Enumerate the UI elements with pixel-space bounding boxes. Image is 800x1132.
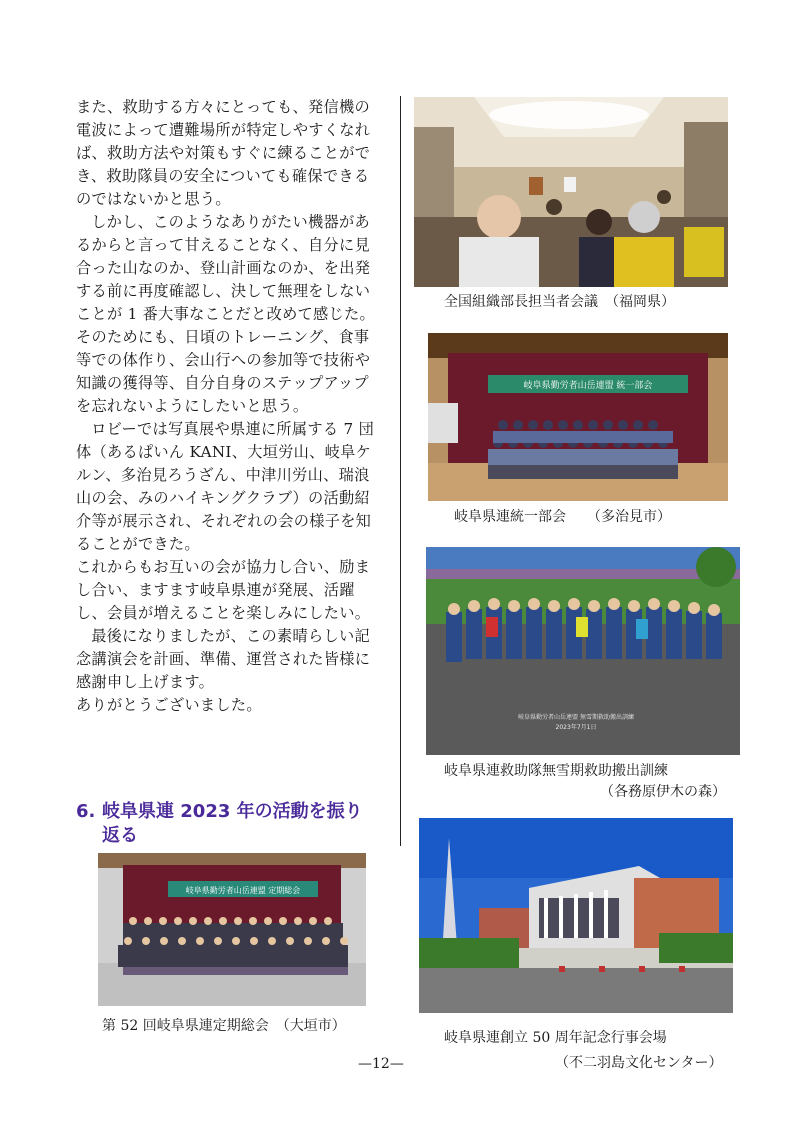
building-caption-line2: （不二羽島文化センター） [555, 1055, 723, 1071]
rescue-date-text: 2023年7月1日 [555, 724, 597, 731]
section-title-line2: 返る [102, 825, 138, 846]
paragraph: 最後になりましたが、この素晴らしい記念講演会を計画、準備、運営された皆様に感謝申し上げます。 [76, 627, 371, 691]
paragraph: しかし、このようなありがたい機器があるからと言って甘えることなく、自分に見合った山なのか、登山計画なのか、を出発する前に再度確認し、決して無理をしないことが 1 番大事なことだと改めて感じた。 [76, 213, 375, 323]
stage1-caption: 岐阜県連統一部会 （多治見市） [454, 509, 671, 525]
paragraph: そのためにも、日頃のトレーニング、食事等での体作り、会山行への参加等で技術や知識の獲得等、自分自身のステップアップを忘れないようにしたいと思う。 [76, 328, 371, 415]
stage1-banner-text: 岐阜県勤労者山岳連盟 統一部会 [523, 381, 653, 391]
paragraph: ありがとうございました。 [76, 696, 262, 714]
column-divider [400, 96, 401, 846]
section-title-line1: 岐阜県連 2023 年の活動を振り [102, 801, 363, 822]
meeting-caption: 全国組織部長担当者会議 （福岡県） [444, 294, 675, 310]
body-text [76, 96, 376, 717]
meeting-photo [414, 97, 728, 287]
general-assembly-caption: 第 52 回岐阜県連定期総会 （大垣市） [102, 1018, 346, 1034]
rescue-caption-line1: 岐阜県連救助隊無雪期救助搬出訓練 [444, 763, 668, 779]
building-caption-line1: 岐阜県連創立 50 周年記念行事会場 [444, 1030, 667, 1046]
rescue-training-photo [426, 547, 740, 755]
section-number: 6. [76, 801, 96, 822]
stage-group-photo [428, 333, 728, 501]
culture-center-photo [419, 818, 733, 1013]
rescue-caption-line2: （各務原伊木の森） [600, 784, 726, 800]
page-number: —12— [358, 1056, 404, 1072]
paragraph: これからもお互いの会が協力し合い、励まし合い、ますます岐阜県連が発展、活躍し、会員が増えることを楽しみにしたい。 [76, 558, 371, 622]
general-assembly-photo [98, 853, 366, 1006]
rescue-banner-text: 岐阜県勤労者山岳連盟 無雪期救助搬出訓練 [518, 714, 634, 721]
section-heading [76, 800, 376, 848]
paragraph: また、救助する方々にとっても、発信機の電波によって遭難場所が特定しやすくなれば、救助方法や対策もすぐに練ることができ、救助隊員の安全についても確保できるのではないかと思う。 [76, 98, 371, 208]
general-banner-text: 岐阜県勤労者山岳連盟 定期総会 [185, 886, 301, 895]
paragraph: ロビーでは写真展や県連に所属する 7 団体（あるぱいん KANI、大垣労山、岐阜ケルン、多治見ろうざん、中津川労山、瑞浪山の会、みのハイキングクラブ）の活動紹介等が展示され、それぞれの会の様子を知ることができた。 [76, 420, 375, 553]
